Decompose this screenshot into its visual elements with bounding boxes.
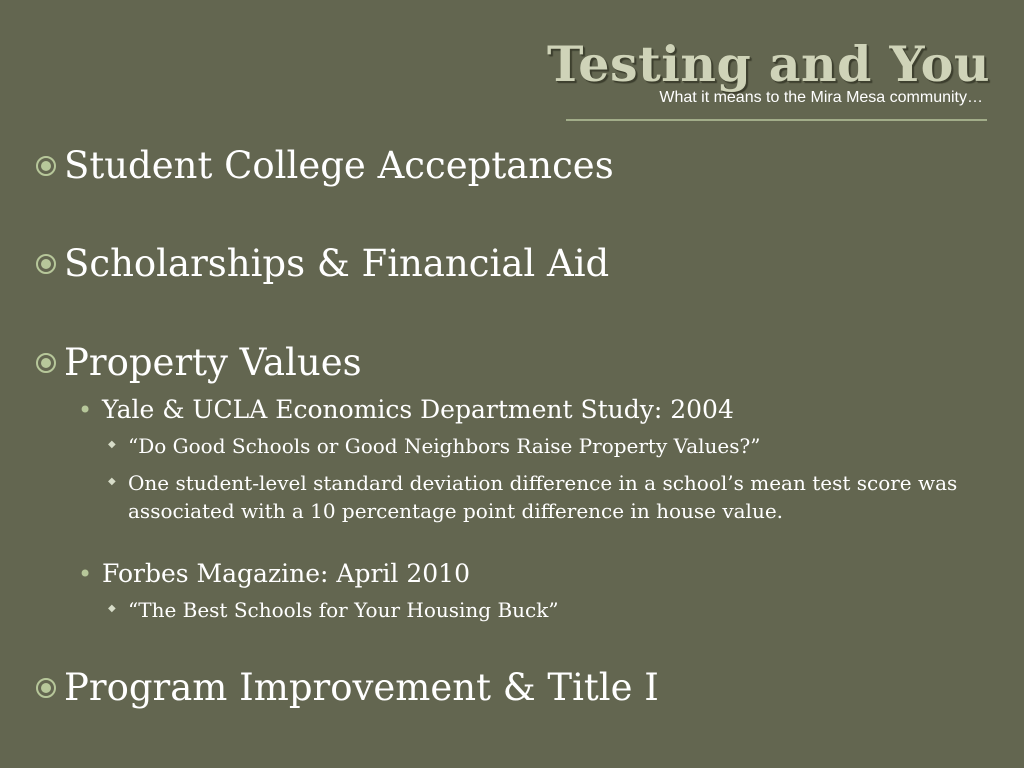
dot-bullet-icon: •: [78, 396, 93, 424]
bullet-text: Property Values: [64, 341, 362, 384]
circle-bullet-icon: [36, 146, 64, 186]
sub-sub-bullet-text: “The Best Schools for Your Housing Buck”: [128, 598, 559, 622]
sub-bullet-forbes: [78, 559, 470, 589]
sub-sub-bullet-forbes-title: [106, 596, 559, 624]
bullet-text: Program Improvement & Title I: [64, 666, 659, 709]
sub-sub-bullet-text: One student-level standard deviation difference in a school’s mean test score was associated with a 10 percentage point difference in house value.: [128, 471, 958, 523]
sub-bullet-text: Forbes Magazine: April 2010: [102, 559, 470, 588]
bullet-item-property-values: [36, 343, 362, 383]
slide-subtitle: What it means to the Mira Mesa community…: [659, 89, 983, 106]
circle-bullet-icon: [36, 343, 64, 383]
bullet-text: Student College Acceptances: [64, 144, 614, 187]
small-dot-bullet-icon: ◆: [108, 603, 116, 614]
dot-bullet-icon: •: [78, 560, 93, 588]
circle-bullet-icon: [36, 244, 64, 284]
slide-title: Testing and You: [546, 35, 990, 93]
circle-bullet-icon: [36, 668, 64, 708]
bullet-item-scholarships: [36, 244, 609, 284]
title-divider: [566, 119, 987, 121]
title-block: [547, 36, 990, 107]
bullet-text: Scholarships & Financial Aid: [64, 242, 610, 285]
bullet-item-program-improvement: [36, 668, 659, 708]
small-dot-bullet-icon: ◆: [108, 439, 116, 450]
sub-bullet-text: Yale & UCLA Economics Department Study: 2004: [102, 395, 734, 424]
small-dot-bullet-icon: ◆: [108, 476, 116, 487]
bullet-item-college-acceptances: [36, 146, 614, 186]
sub-sub-bullet-study-title: [106, 432, 760, 460]
sub-sub-bullet-study-finding: [106, 469, 968, 525]
sub-sub-bullet-text: “Do Good Schools or Good Neighbors Raise Property Values?”: [128, 434, 761, 458]
sub-bullet-yale-ucla-study: [78, 395, 734, 425]
